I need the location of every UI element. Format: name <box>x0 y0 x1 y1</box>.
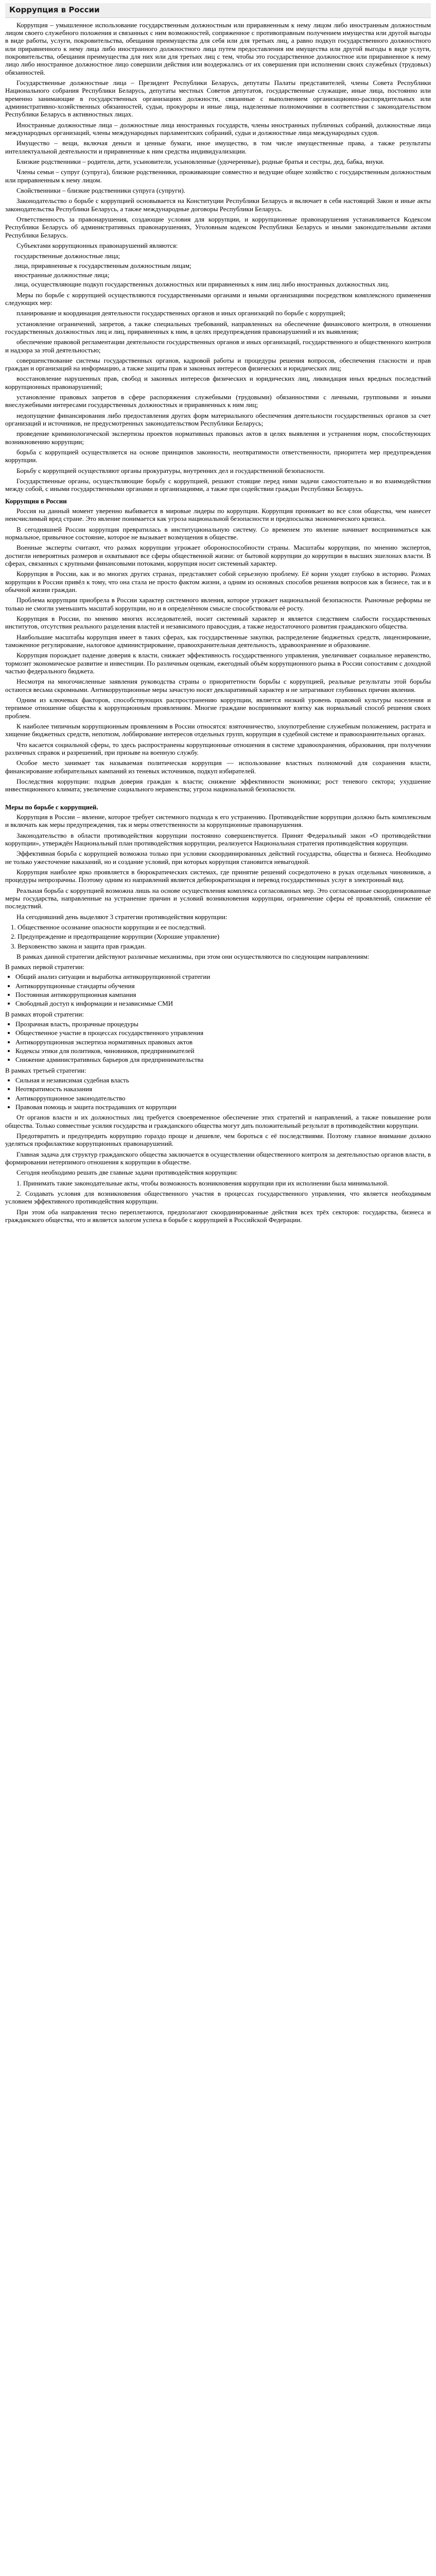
list-item: • Свободный доступ к информации и независимые СМИ <box>15 999 431 1007</box>
list-item: лица, осуществляющие подкуп государственных должностных или приравненных к ним лиц либо иностранных должностных лиц. <box>14 280 390 289</box>
paragraph: Ответственность за правонарушения, создающие условия для коррупции, и коррупционные правонарушения устанавливается Кодексом Республики Беларусь об административных правонарушениях, Уголовным кодексом Республики Беларусь и иными законодательными актами Республики Беларусь. <box>5 215 431 239</box>
list-item: • Антикоррупционное законодательство <box>15 1094 431 1102</box>
paragraph: Сегодня необходимо решать две главные задачи противодействия коррупции: <box>16 1168 238 1177</box>
paragraph: Близкие родственники – родители, дети, усыновители, усыновленные (удочеренные), родные братья и сестры, дед, бабка, внуки. <box>16 157 385 165</box>
list-item: установление ограничений, запретов, а также специальных требований, направленных на обеспечение финансового контроля, в отношении государственных должностных лиц и лиц, приравненных к ним, в целях предупреждения правонарушений и их выявления; <box>5 319 431 335</box>
paragraph: Коррупция в России – явление, которое требует системного подхода к его устранению. Противодействие коррупции должно быть комплексным и включать как меры предупреждения, так и меры ответственности за коррупционные правонарушения. <box>5 812 431 829</box>
paragraph: От органов власти и их должностных лиц требуется своевременное обеспечение этих стратегий и направлений, а также повышение роли общества. Только совместные усилия государства и гражданского общества могут дать положительный результат в противодействии коррупции. <box>5 1113 431 1129</box>
list-item: 3. Верховенство закона и защита прав граждан. <box>18 942 431 950</box>
list-item: иностранные должностные лица; <box>14 270 110 279</box>
paragraph: Субъектами коррупционных правонарушений являются: <box>16 241 178 249</box>
list-item: • Правовая помощь и защита пострадавших от коррупции <box>15 1103 431 1111</box>
list-item: • Постоянная антикоррупционная кампания <box>15 991 431 998</box>
list-item: обеспечение правовой регламентации деятельности государственных органов и иных организаций, государственного и общественного контроля и надзора за этой деятельностью; <box>5 338 431 354</box>
paragraph: Наибольшие масштабы коррупция имеет в таких сферах, как государственные закупки, распределение бюджетных средств, лицензирование, таможенное регулирование, налоговое администрирование, правоохранительная деятельность, здравоохранение и образование. <box>5 633 431 649</box>
paragraph: Несмотря на многочисленные заявления руководства страны о приоритетности борьбы с коррупцией, реальные результаты этой борьбы остаются весьма скромными. Антикоррупционные меры зачастую носят декларативный характер и не затрагивают глубинных причин явления. <box>5 677 431 693</box>
spacer <box>5 796 431 799</box>
closing-section <box>5 1113 431 1224</box>
paragraph: Иностранные должностные лица – должностные лица иностранных государств, члены иностранных публичных собраний, должностные лица международных организаций, члены международных парламентских собраний, судьи и должностные лица международных судов. <box>5 121 431 137</box>
list-item: • Прозрачная власть, прозрачные процедуры <box>15 1020 431 1028</box>
list-item: установление правовых запретов в сфере распоряжения служебными (трудовыми) обязанностями с личными, групповыми и иными внеслужебными интересами государственных должностных и приравненных к ним лиц; <box>5 393 431 409</box>
paragraph: При этом оба направления тесно переплетаются, предполагают скоординированные действия всех трёх секторов: государства, бизнеса и гражданского общества, что и является залогом успеха в борьбе с коррупцией в Российской Федерации. <box>5 1208 431 1224</box>
paragraph: Одним из ключевых факторов, способствующих распространению коррупции, является низкий уровень правовой культуры населения и терпимое отношение общества к коррупционным проявлениям. Многие граждане воспринимают взятку как нормальный способ решения своих проблем. <box>5 696 431 720</box>
paragraph: Коррупция порождает падение доверия к власти, снижает эффективность государственного управления, увеличивает социальное неравенство, тормозит экономическое развитие и инвестиции. По различным оценкам, ежегодный объём коррупционного рынка в России сопоставим с доходной частью федерального бюджета. <box>5 651 431 675</box>
section-title-russia: Коррупция в России <box>5 497 67 505</box>
paragraph: Законодательство в области противодействия коррупции постоянно совершенствуется. Принят Федеральный закон «О противодействии коррупции», утверждён Национальный план противодействия коррупции, реализуется Национальная стратегия противодействия коррупции. <box>5 831 431 847</box>
measures-list <box>5 309 431 464</box>
list-item: недопущение финансирования либо предоставления других форм материального обеспечения деятельности государственных органов за счет организаций и источников, не предусмотренных законодательством Республики Беларусь; <box>5 411 431 428</box>
strategies-list <box>5 923 431 950</box>
paragraph: Государственные должностные лица – Президент Республики Беларусь, депутаты Палаты представителей, члены Совета Республики Национального собрания Республики Беларусь, депутаты местных Советов депутатов, государственные служащие, иные лица, постоянно или временно занимающие в государственных организациях должности, связанные с выполнением организационно-распорядительных или административно-хозяйственных обязанностей, судьи, прокуроры и иные лица, наделенные полномочиями в соответствии с законодательством Республики Беларусь в активностных лицах. <box>5 78 431 118</box>
list-item: планирование и координация деятельности государственных органов и иных организаций по борьбе с коррупцией; <box>16 309 345 317</box>
list-item: • Общественное участие в процессах государственного управления <box>15 1029 431 1037</box>
group-title: В рамках второй стратегии: <box>5 1010 84 1018</box>
paragraph: Особое место занимает так называемая политическая коррупция — использование властных полномочий для сохранения власти, финансирование избирательных кампаний из теневых источников, подкуп избирателей. <box>5 759 431 775</box>
paragraph: На сегодняшний день выделяют 3 стратегии противодействия коррупции: <box>16 912 228 921</box>
list-item: 2. Предупреждение и предотвращение коррупции (Хорошие управление) <box>18 933 431 940</box>
paragraph: Военные эксперты считают, что размах коррупции угрожает обороноспособности страны. Масштабы коррупции, по мнению экспертов, достигли невероятных размеров и охватывают все сферы общественной жизни: от бытовой коррупции до коррупции в высших эшелонах власти. В сферах, связанных с крупными финансовыми потоками, коррупция носит системный характер. <box>5 544 431 568</box>
paragraph: К наиболее типичным коррупционным проявлениям в России относятся: взяточничество, злоупотребление служебным положением, растрата и хищение бюджетных средств, непотизм, лоббирование интересов отдельных групп, коррупция в судебной системе и правоохранительных органах. <box>5 722 431 738</box>
paragraph: Главная задача для структур гражданского общества заключается в осуществлении общественного контроля за деятельностью органов власти, в формировании нетерпимого отношения к коррупции в обществе. <box>5 1150 431 1166</box>
list-item: лица, приравненные к государственным должностным лицам; <box>14 261 191 269</box>
list-item: 1. Общественное осознание опасности коррупции и ее последствий. <box>18 923 431 931</box>
intro-section <box>5 21 431 250</box>
list-item: • Снижение административных барьеров для предпринимательства <box>15 1056 431 1063</box>
list-item: • Кодексы этики для политиков, чиновников, предпринимателей <box>15 1047 431 1055</box>
group-title: В рамках третьей стратегии: <box>5 1066 86 1074</box>
list-item: проведение криминологической экспертизы проектов нормативных правовых актов в целях выявления и устранения норм, способствующих возникновению коррупции; <box>5 430 431 446</box>
list-item: • Антикоррупционная экспертиза нормативных правовых актов <box>15 1038 431 1046</box>
list-item: • Антикоррупционные стандарты обучения <box>15 982 431 990</box>
section-title-measures: Меры по борьбе с коррупцией. <box>5 803 98 811</box>
paragraph: В рамках данной стратегии действуют различные механизмы, при этом они осуществляются по следующим направлениям: <box>16 952 370 960</box>
russia-section <box>5 507 431 793</box>
paragraph: Борьбу с коррупцией осуществляют органы прокуратуры, внутренних дел и государственной безопасности. <box>16 466 325 474</box>
list-item: восстановление нарушенных прав, свобод и законных интересов физических и юридических лиц, ликвидация иных вредных последствий коррупционных правонарушений; <box>5 375 431 391</box>
list-item: • Неотвратимость наказания <box>15 1085 431 1093</box>
paragraph: Меры по борьбе с коррупцией осуществляются государственными органами и иными организациями посредством комплексного применения следующих мер: <box>5 291 431 307</box>
paragraph: Государственные органы, осуществляющие борьбу с коррупцией, решают стоящие перед ними задачи самостоятельно и во взаимодействии между собой, с иными государственными органами и организациями, а также при содействии граждан Республики Беларусь. <box>5 477 431 493</box>
group-title: В рамках первой стратегии: <box>5 963 84 971</box>
paragraph: В сегодняшней России коррупция превратилась в институциональную систему. Со временем это явление начинает восприниматься как нормальное, привычное состояние, которое не вызывает возмущения в обществе. <box>5 525 431 541</box>
list-item: борьба с коррупцией осуществляется на основе принципов законности, неотвратимости ответственности, приоритета мер предупреждения коррупции. <box>5 448 431 464</box>
third-group-list <box>5 1076 431 1111</box>
first-group-list <box>5 973 431 1007</box>
list-item: • Общий анализ ситуации и выработка антикоррупционной стратегии <box>15 973 431 980</box>
paragraph: Коррупция в России, по мнению многих исследователей, носит системный характер и является следствием слабости государственных институтов, отсутствия реального разделения властей и независимого правосудия, а также недостаточного развития гражданского общества. <box>5 615 431 631</box>
list-item: государственные должностные лица; <box>14 252 120 260</box>
paragraph: Имущество – вещи, включая деньги и ценные бумаги, иное имущество, в том числе имущественные права, а также результаты интеллектуальной деятельности и приравненные к ним средства индивидуализации. <box>5 139 431 155</box>
paragraph: Предотвратить и предупредить коррупцию гораздо проще и дешевле, чем бороться с её последствиями. Поэтому главное внимание должно уделяться профилактике коррупционных правонарушений. <box>5 1132 431 1148</box>
paragraph: Последствия коррупции: подрыв доверия граждан к власти; снижение эффективности экономики; рост теневого сектора; ухудшение инвестиционного климата; увеличение социального неравенства; угроза национальной безопасности. <box>5 777 431 793</box>
paragraph: Коррупция наиболее ярко проявляется в бюрократических системах, где принятие решений сосредоточено в руках отдельных чиновников, а процедуры непрозрачны. Поэтому одним из направлений является дебюрократизация и перевод государственных услуг в электронный вид. <box>5 868 431 884</box>
measures-section <box>5 813 431 921</box>
paragraph: Эффективная борьба с коррупцией возможна только при условии скоординированных действий государства, общества и бизнеса. Необходимо не только ужесточение наказаний, но и создание условий, при которых коррупция становится невыгодной. <box>5 850 431 866</box>
paragraph: Коррупция в России, как и во многих других странах, представляет собой серьезную проблему. Её корни уходят глубоко в историю. Размах коррупции в России привёл к тому, что она стала не просто фактом жизни, а одним из основных способов решения вопросов как в бизнесе, так и в обычной жизни граждан. <box>5 570 431 594</box>
paragraph: 1. Принимать такие законодательные акты, чтобы возможность возникновения коррупции при их исполнении была минимальной. <box>16 1179 389 1187</box>
paragraph: Россия на данный момент уверенно выбивается в мировые лидеры по коррупции. Коррупция проникает во все слои общества, чем нанесет неисчислимый вред стране. Это явление понимается как угроза национальной безопасности и предпосылка экономического кризиса. <box>5 507 431 523</box>
subjects-list <box>5 252 431 288</box>
paragraph: Проблема коррупции приобрела в России характер системного явления, которое угрожает национальной безопасности. Рыночные реформы не только не смогли уменьшить масштаб коррупции, но и в определённом смысле способствовали её росту. <box>5 596 431 612</box>
page-title: Коррупция в России <box>5 3 431 18</box>
paragraph: Реальная борьба с коррупцией возможна лишь на основе осуществления комплекса согласованных мер. Это согласованные скоординированные меры государства, направленные на устранение причин и условий возникновения коррупции, ограничение сферы её проявлений, снижение её последствий. <box>5 886 431 910</box>
second-group-list <box>5 1020 431 1064</box>
paragraph: Свойственники – близкие родственники супруга (супруги). <box>16 186 186 194</box>
paragraph: Что касается социальной сферы, то здесь распространены коррупционные отношения в системе здравоохранения, образования, при получении различных справок и разрешений, при призыве на военную службу. <box>5 740 431 756</box>
paragraph: Коррупция – умышленное использование государственным должностным или приравненным к нему лицом либо иностранным должностным лицом своего служебного положения и связанных с ним возможностей, сопряженное с противоправным получением имущества или другой выгоды в виде работы, услуги, покровительства, обещания преимущества для себя или для третьих лиц, а равно подкуп государственного должностного или приравненного к нему лица либо иностранного должностного лица путем предоставления им имущества или другой выгоды в виде услуги, покровительства, обещания преимущества для них или для третьих лиц с тем, чтобы это государственное должностное или приравненное к нему лицо либо иностранное должностное лицо совершили действия или воздержались от их совершения при исполнении своих служебных (трудовых) обязанностей. <box>5 21 431 76</box>
list-item: • Сильная и независимая судебная власть <box>15 1076 431 1084</box>
document <box>5 0 431 1231</box>
list-item: совершенствование системы государственных органов, кадровой работы и процедуры решения вопросов, обеспечения гласности и прав граждан и организаций на информацию, а также защиты прав и законных интересов физических и юридических лиц; <box>5 356 431 372</box>
paragraph: Члены семьи – супруг (супруга), близкие родственники, проживающие совместно и ведущие общее хозяйство с государственным должностным или приравненным к нему лицом. <box>5 168 431 184</box>
paragraph: Законодательство о борьбе с коррупцией основывается на Конституции Республики Беларусь и включает в себя настоящий Закон и иные акты законодательства Республики Беларусь, а также международные договоры Республики Беларусь. <box>5 197 431 213</box>
paragraph: 2. Создавать условия для возникновения общественного участия в процессах государственного управления, что является необходимым условием эффективного противодействия коррупции. <box>5 1190 431 1206</box>
